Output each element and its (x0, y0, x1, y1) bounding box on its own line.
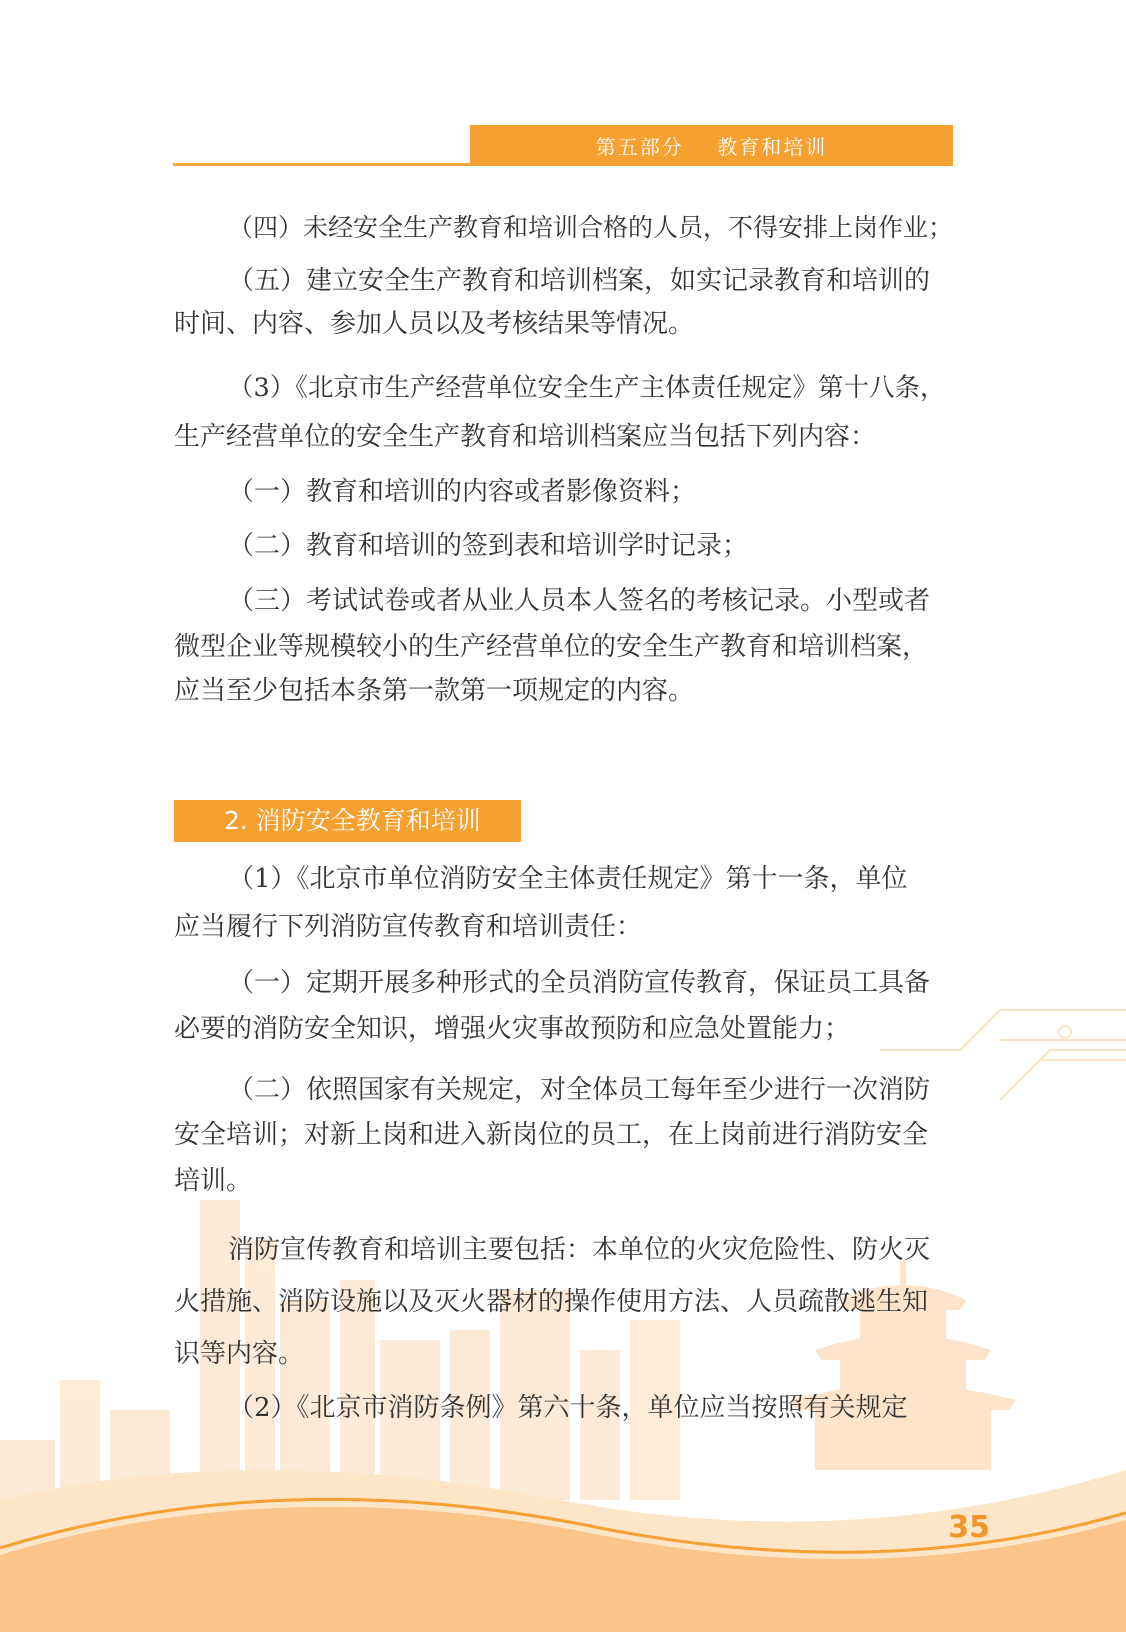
paragraph-line: （一）教育和培训的内容或者影像资料； (228, 477, 697, 507)
paragraph-line: （五）建立安全生产教育和培训档案，如实记录教育和培训的 (228, 266, 931, 296)
paragraph-line: （3）《北京市生产经营单位安全生产主体责任规定》第十八条， (228, 373, 946, 403)
paragraph-line: 生产经营单位的安全生产教育和培训档案应当包括下列内容： (174, 422, 877, 452)
page-number: 35 (948, 1510, 990, 1545)
chapter-title: 教育和培训 (717, 135, 828, 159)
section-heading: 2. 消防安全教育和培训 (174, 800, 521, 842)
paragraph-line: （2）《北京市消防条例》第六十条，单位应当按照有关规定 (228, 1393, 908, 1423)
paragraph-line: 识等内容。 (174, 1339, 305, 1369)
paragraph-line: 微型企业等规模较小的生产经营单位的安全生产教育和培训档案， (174, 632, 929, 662)
paragraph-line: （三）考试试卷或者从业人员本人签名的考核记录。小型或者 (228, 586, 931, 616)
chapter-part-label: 第五部分 (595, 135, 684, 159)
paragraph-line: （1）《北京市单位消防安全主体责任规定》第十一条，单位 (228, 864, 908, 894)
paragraph-line: 消防宣传教育和培训主要包括：本单位的火灾危险性、防火灭 (228, 1235, 931, 1265)
paragraph-line: 培训。 (174, 1166, 253, 1196)
paragraph-line: （二）依照国家有关规定，对全体员工每年至少进行一次消防 (228, 1075, 931, 1105)
paragraph-line: 安全培训；对新上岗和进入新岗位的员工，在上岗前进行消防安全 (174, 1120, 929, 1150)
paragraph-line: 火措施、消防设施以及灭火器材的操作使用方法、人员疏散逃生知 (174, 1287, 929, 1317)
paragraph-line: 应当至少包括本条第一款第一项规定的内容。 (174, 676, 695, 706)
paragraph-line: 时间、内容、参加人员以及考核结果等情况。 (174, 309, 695, 339)
paragraph-line: （二）教育和培训的签到表和培训学时记录； (228, 531, 749, 561)
chapter-gap (684, 134, 717, 158)
chapter-header (470, 125, 953, 166)
paragraph-line: （四）未经安全生产教育和培训合格的人员，不得安排上岗作业； (228, 213, 954, 242)
paragraph-line: 应当履行下列消防宣传教育和培训责任： (174, 912, 643, 942)
paragraph-line: （一）定期开展多种形式的全员消防宣传教育，保证员工具备 (228, 968, 931, 998)
paragraph-line: 必要的消防安全知识，增强火灾事故预防和应急处置能力； (174, 1014, 851, 1044)
